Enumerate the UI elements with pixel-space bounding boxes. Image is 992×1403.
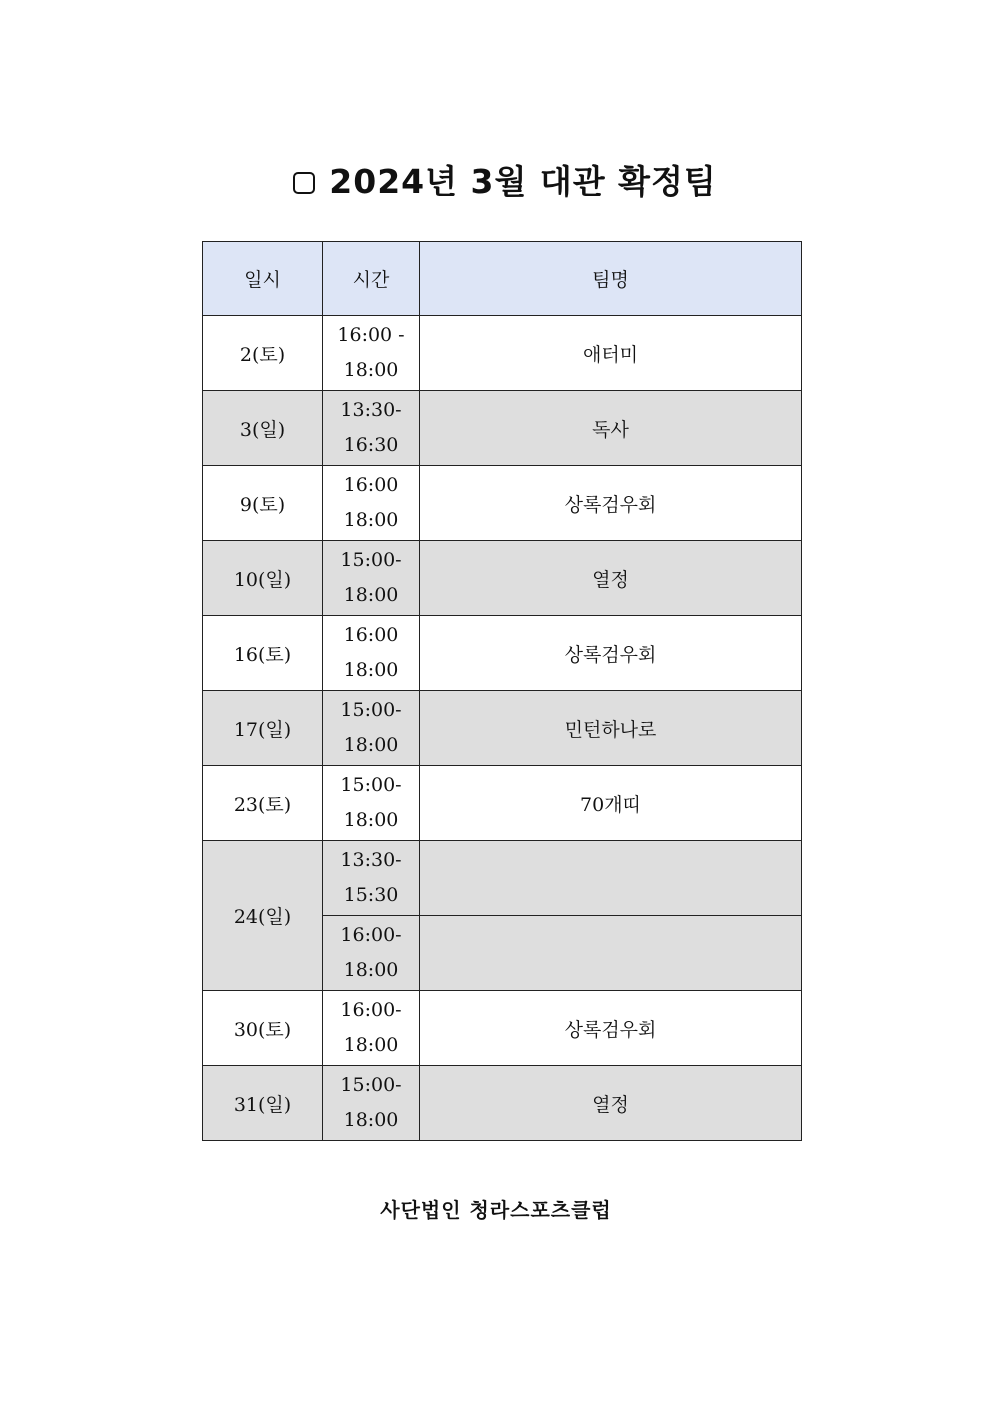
date-cell: 30(토) (203, 991, 323, 1066)
team-cell (420, 841, 802, 916)
time-start: 13:30- (340, 399, 402, 421)
header-date: 일시 (203, 242, 323, 316)
time-start: 15:00- (340, 699, 402, 721)
date-cell: 17(일) (203, 691, 323, 766)
time-start: 16:00- (340, 924, 402, 946)
table-row (203, 991, 802, 1066)
time-start: 15:00- (340, 774, 402, 796)
time-cell (323, 1066, 420, 1141)
checkbox-icon (293, 172, 315, 194)
time-end: 18:00 (343, 359, 399, 381)
table-row (203, 1066, 802, 1141)
time-cell (323, 916, 420, 991)
time-start: 16:00 (343, 624, 399, 646)
table-row (203, 466, 802, 541)
table-header-row (203, 242, 802, 316)
team-cell: 열정 (420, 541, 802, 616)
team-cell: 애터미 (420, 316, 802, 391)
date-cell: 31(일) (203, 1066, 323, 1141)
date-cell: 24(일) (203, 841, 323, 991)
date-cell: 16(토) (203, 616, 323, 691)
team-cell: 상록검우회 (420, 616, 802, 691)
header-time: 시간 (323, 242, 420, 316)
date-cell: 9(토) (203, 466, 323, 541)
table-row (203, 841, 802, 916)
time-end: 18:00 (343, 734, 399, 756)
time-end: 18:00 (343, 584, 399, 606)
time-cell (323, 766, 420, 841)
time-cell (323, 466, 420, 541)
time-end: 18:00 (343, 509, 399, 531)
organization-name: 사단법인 청라스포츠클럽 (380, 1198, 612, 1222)
date-cell: 3(일) (203, 391, 323, 466)
team-cell: 상록검우회 (420, 466, 802, 541)
team-cell: 독사 (420, 391, 802, 466)
table-row (203, 316, 802, 391)
table-row (203, 616, 802, 691)
table-row (203, 541, 802, 616)
table-row (203, 691, 802, 766)
team-cell: 70개띠 (420, 766, 802, 841)
time-cell (323, 541, 420, 616)
team-cell: 상록검우회 (420, 991, 802, 1066)
page-title (0, 160, 992, 204)
schedule-table (202, 241, 802, 1141)
time-start: 15:00- (340, 549, 402, 571)
time-cell (323, 691, 420, 766)
time-cell (323, 391, 420, 466)
date-cell: 10(일) (203, 541, 323, 616)
time-end: 18:00 (343, 959, 399, 981)
table-row (203, 391, 802, 466)
page-title-text: 2024년 3월 대관 확정팀 (329, 162, 717, 201)
time-start: 15:00- (340, 1074, 402, 1096)
time-end: 16:30 (343, 434, 399, 456)
team-cell: 민턴하나로 (420, 691, 802, 766)
time-cell (323, 841, 420, 916)
time-cell (323, 616, 420, 691)
date-cell: 23(토) (203, 766, 323, 841)
team-cell: 열정 (420, 1066, 802, 1141)
time-cell (323, 316, 420, 391)
time-end: 18:00 (343, 809, 399, 831)
table-row (203, 766, 802, 841)
date-cell: 2(토) (203, 316, 323, 391)
time-end: 15:30 (343, 884, 399, 906)
time-start: 13:30- (340, 849, 402, 871)
time-start: 16:00 - (337, 324, 405, 346)
team-cell (420, 916, 802, 991)
time-cell (323, 991, 420, 1066)
time-start: 16:00- (340, 999, 402, 1021)
time-end: 18:00 (343, 1109, 399, 1131)
time-end: 18:00 (343, 659, 399, 681)
time-start: 16:00 (343, 474, 399, 496)
header-team: 팀명 (420, 242, 802, 316)
time-end: 18:00 (343, 1034, 399, 1056)
